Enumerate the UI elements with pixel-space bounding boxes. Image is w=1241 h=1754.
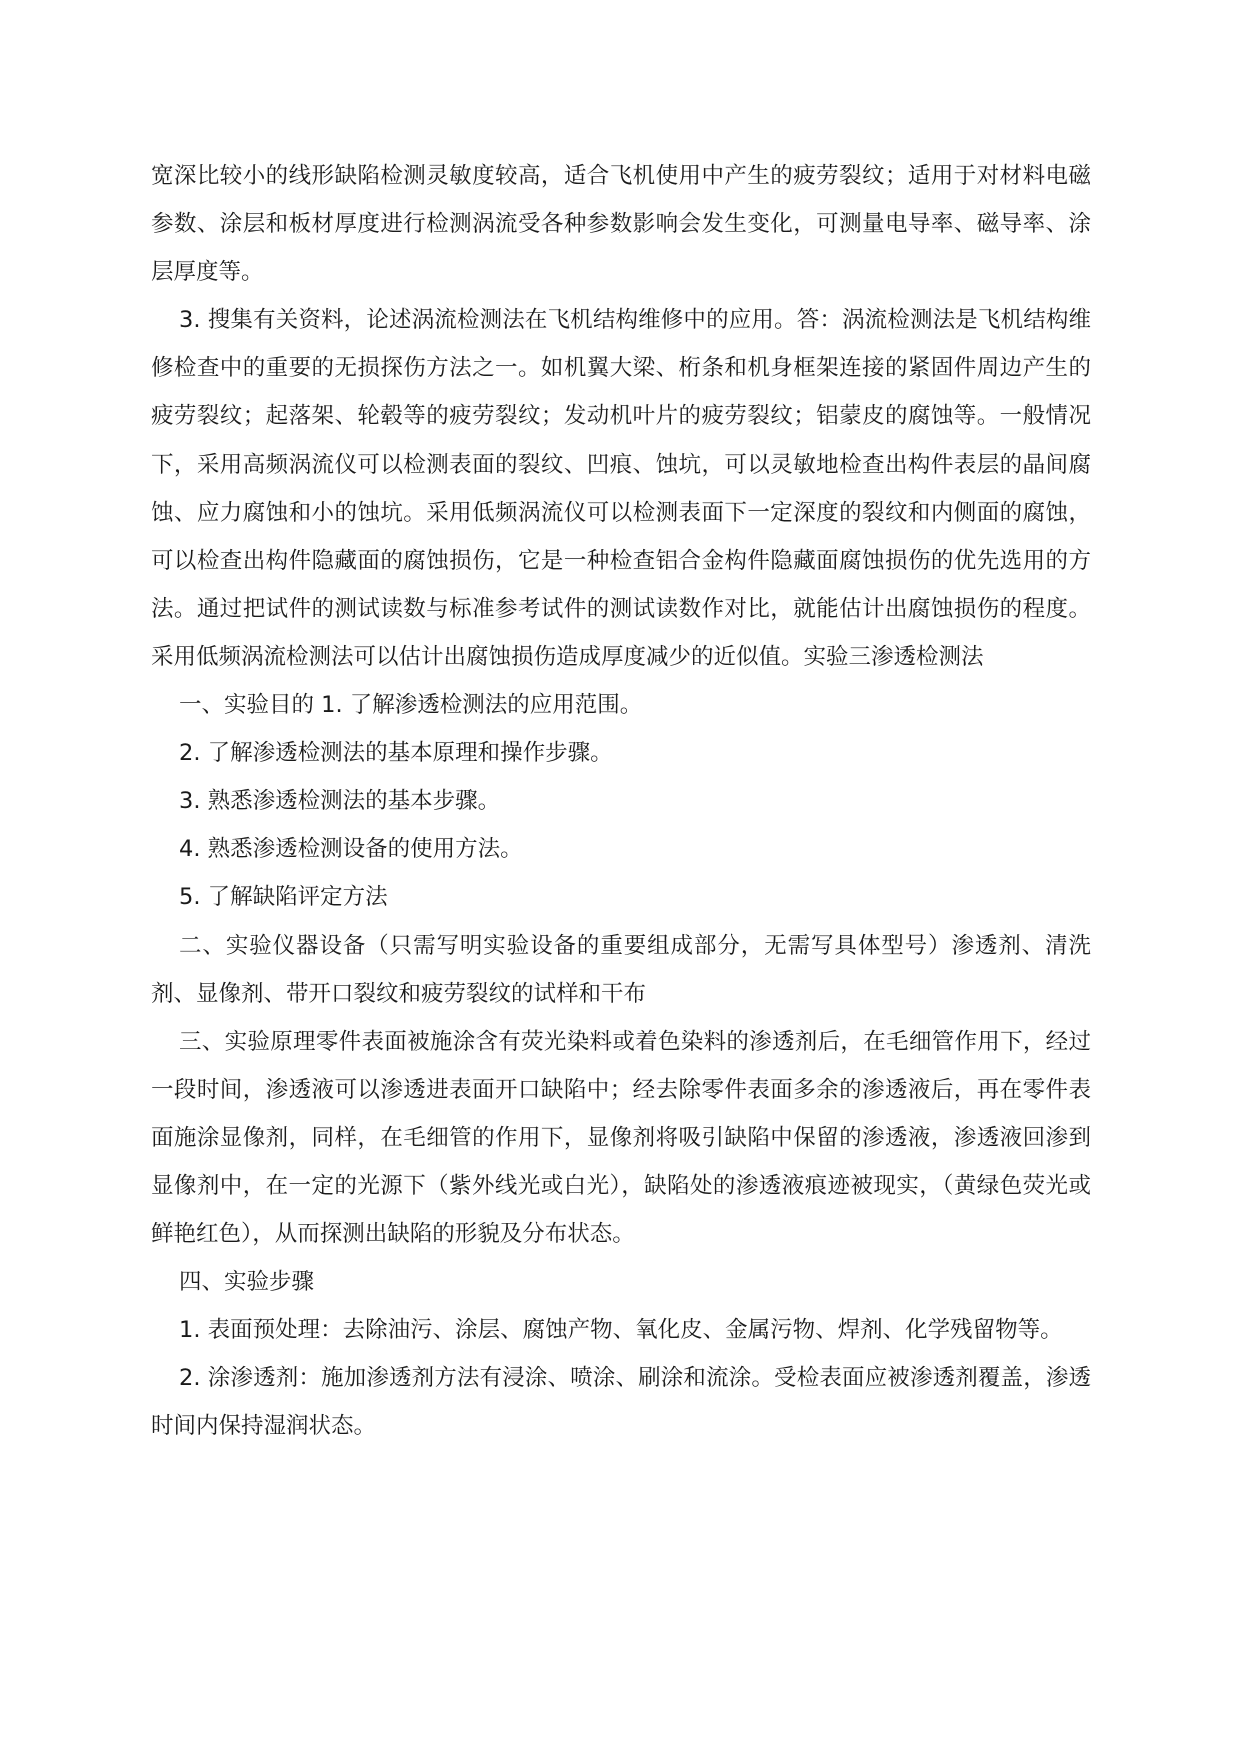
paragraph-continuation: 宽深比较小的线形缺陷检测灵敏度较高，适合飞机使用中产生的疲劳裂纹；适用于对材料电磁参数、涂层和板材厚度进行检测涡流受各种参数影响会发生变化，可测量电导率、磁导率、涂层厚度等。 <box>151 163 1091 286</box>
paragraph-step-1: 1. 表面预处理：去除油污、涂层、腐蚀产物、氧化皮、金属污物、焊剂、化学残留物等。 <box>179 1317 1063 1344</box>
paragraph-principle: 三、实验原理零件表面被施涂含有荧光染料或着色染料的渗透剂后，在毛细管作用下，经过一段时间，渗透液可以渗透进表面开口缺陷中；经去除零件表面多余的渗透液后，再在零件表面施涂显像剂，同样，在毛细管的作用下，显像剂将吸引缺陷中保留的渗透液，渗透液回渗到显像剂中，在一定的光源下（紫外线光或白光），缺陷处的渗透液痕迹被现实，（黄绿色荧光或鲜艳红色），从而探测出缺陷的形貌及分布状态。 <box>151 1028 1091 1248</box>
document-body <box>151 152 1091 1451</box>
paragraph-question-3-answer: 3. 搜集有关资料，论述涡流检测法在飞机结构维修中的应用。答：涡流检测法是飞机结构维修检查中的重要的无损探伤方法之一。如机翼大梁、桁条和机身框架连接的紧固件周边产生的疲劳裂纹；起落架、轮毂等的疲劳裂纹；发动机叶片的疲劳裂纹；铝蒙皮的腐蚀等。一般情况下，采用高频涡流仪可以检测表面的裂纹、凹痕、蚀坑，可以灵敏地检查出构件表层的晶间腐蚀、应力腐蚀和小的蚀坑。采用低频涡流仪可以检测表面下一定深度的裂纹和内侧面的腐蚀，可以检查出构件隐藏面的腐蚀损伤，它是一种检查铝合金构件隐藏面腐蚀损伤的优先选用的方法。通过把试件的测试读数与标准参考试件的测试读数作对比，就能估计出腐蚀损伤的程度。采用低频涡流检测法可以估计出腐蚀损伤造成厚度减少的近似值。实验三渗透检测法 <box>151 307 1091 670</box>
paragraph-objective-2: 2. 了解渗透检测法的基本原理和操作步骤。 <box>179 740 613 767</box>
paragraph-step-2: 2. 涂渗透剂：施加渗透剂方法有浸涂、喷涂、刷涂和流涂。受检表面应被渗透剂覆盖，渗透时间内保持湿润状态。 <box>151 1365 1091 1440</box>
paragraph-equipment: 二、实验仪器设备（只需写明实验设备的重要组成部分，无需写具体型号）渗透剂、清洗剂、显像剂、带开口裂纹和疲劳裂纹的试样和干布 <box>151 932 1091 1007</box>
paragraph-objective-1: 一、实验目的 1. 了解渗透检测法的应用范围。 <box>179 692 643 719</box>
paragraph-objective-3: 3. 熟悉渗透检测法的基本步骤。 <box>179 788 501 815</box>
paragraph-objective-4: 4. 熟悉渗透检测设备的使用方法。 <box>179 836 523 863</box>
paragraph-objective-5: 5. 了解缺陷评定方法 <box>179 884 388 911</box>
section-heading-steps: 四、实验步骤 <box>179 1269 315 1296</box>
